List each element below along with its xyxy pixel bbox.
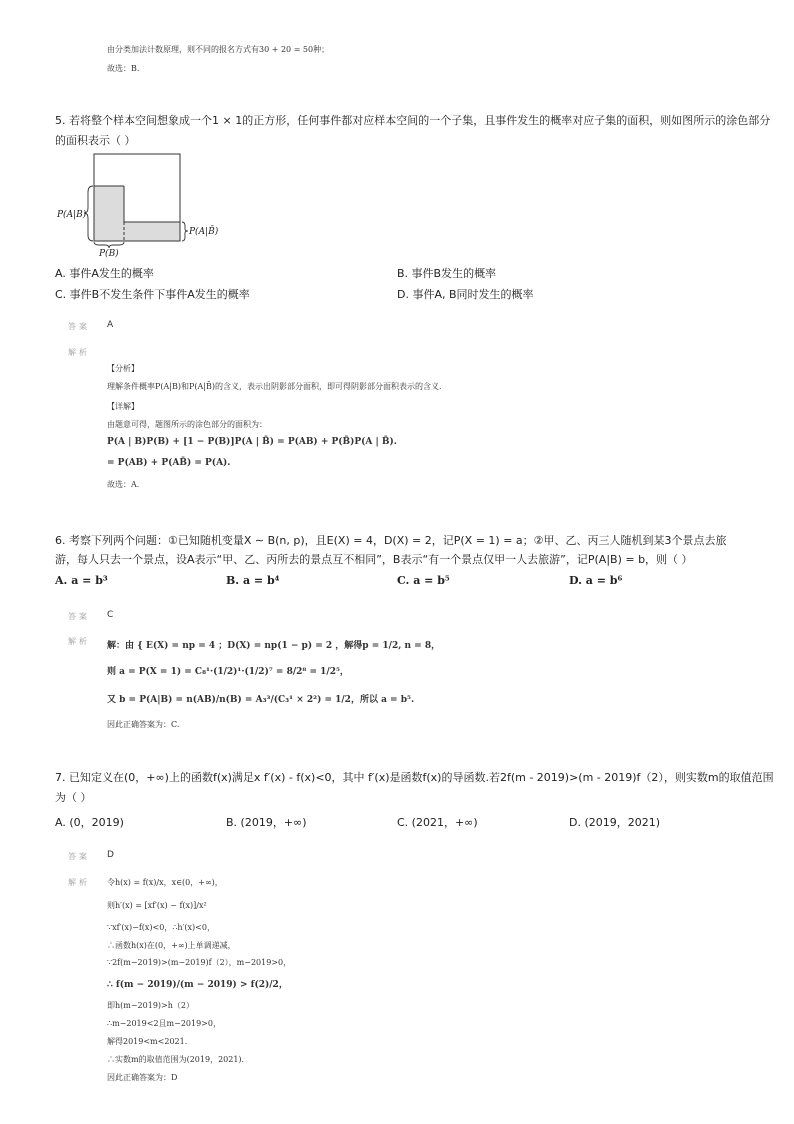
q6-option-c[interactable]: C. a = b⁵ — [397, 574, 450, 587]
q7-sol-line: ∴函数h(x)在(0，+∞)上单调递减， — [107, 941, 236, 950]
q6-stem-line1: 6. 考察下列两个问题：①已知随机变量X ∼ B(n, p)，且E(X) = 4，D(X) = 2，记P(X = 1) = a；②甲、乙、丙三人随机到某3个景点去旅 — [55, 534, 727, 547]
q7-option-b[interactable]: B. (2019，+∞) — [226, 816, 307, 829]
q7-sol-line: 解得2019<m<2021. — [107, 1037, 188, 1046]
q7-sol-line: 则h′(x) = [xf′(x) − f(x)]/x² — [107, 901, 207, 910]
q6-sol-line: 解：由 { E(X) = np = 4 ；D(X) = np(1 − p) = 2 ，解得p = 1/2, n = 8， — [107, 641, 441, 651]
q7-option-d[interactable]: D. (2019，2021) — [569, 816, 661, 829]
q7-sol-line: ∵xf′(x)−f(x)<0，∴h′(x)<0， — [107, 923, 215, 932]
q5-sol-equation: P(A | B)P(B) + [1 − P(B)]P(A | B̄) = P(AB) + P(B̄)P(A | B̄). — [107, 437, 397, 447]
label-p-a-given-b: P(A|B) — [57, 210, 87, 220]
q6-option-d[interactable]: D. a = b⁶ — [569, 574, 623, 587]
q7-sol-conclusion: 因此正确答案为：D — [107, 1073, 178, 1082]
q5-area-figure — [55, 150, 230, 260]
q5-sol-line: 【详解】 — [107, 402, 139, 411]
q6-sol-line: 则 a = P(X = 1) = C₈¹·(1/2)¹·(1/2)⁷ = 8/2⁸ = 1/2⁵， — [107, 667, 349, 677]
q5-stem-line1: 5. 若将整个样本空间想象成一个1 × 1的正方形，任何事件都对应样本空间的一个子集，且事件发生的概率对应子集的面积，则如图所示的涂色部分 — [55, 114, 771, 127]
q7-analysis-tag: 解析 — [68, 878, 90, 887]
q5-sol-line: 理解条件概率P(A|B)和P(A|B̄)的含义，表示出阴影部分面积，即可得阴影部分面积表示的含义. — [107, 382, 442, 391]
q5-sol-conclusion: 故选：A. — [107, 480, 140, 489]
q6-sol-conclusion: 因此正确答案为：C. — [107, 720, 180, 729]
bottom-brace — [94, 242, 124, 248]
q5-answer-tag: 答案 — [68, 322, 90, 331]
q7-option-c[interactable]: C. (2021，+∞) — [397, 816, 478, 829]
q5-option-b[interactable]: B. 事件B发生的概率 — [397, 267, 497, 280]
q5-option-c[interactable]: C. 事件B不发生条件下事件A发生的概率 — [55, 288, 250, 301]
prev-solution-line: 由分类加法计数原理，则不同的报名方式有30 + 20 = 50种； — [107, 45, 330, 54]
q5-sol-line: 由题意可得，题图所示的涂色部分的面积为： — [107, 420, 267, 429]
q5-analysis-tag: 解析 — [68, 348, 90, 357]
q6-answer: C — [107, 610, 114, 620]
q5-stem-line2: 的面积表示（ ） — [55, 134, 136, 147]
prev-solution-conclusion: 故选：B. — [107, 64, 140, 73]
q7-answer-tag: 答案 — [68, 852, 90, 861]
q7-sol-line: ∵2f(m−2019)>(m−2019)f（2），m−2019>0， — [107, 958, 292, 967]
q6-option-b[interactable]: B. a = b⁴ — [226, 574, 280, 587]
q7-sol-line: ∴m−2019<2且m−2019>0， — [107, 1019, 221, 1028]
label-p-b: P(B) — [99, 249, 119, 259]
q5-option-a[interactable]: A. 事件A发生的概率 — [55, 267, 154, 280]
q7-stem-line2: 为（ ） — [55, 791, 92, 804]
q7-stem-line1: 7. 已知定义在(0，+∞)上的函数f(x)满足x f′(x) - f(x)<0，其中 f′(x)是函数f(x)的导函数.若2f(m - 2019)>(m - 2019)f（2），则实数m的取值范围 — [55, 771, 774, 784]
q6-option-a[interactable]: A. a = b³ — [55, 574, 108, 587]
q5-sol-equation: = P(AB) + P(AB̄) = P(A). — [107, 458, 231, 468]
q5-sol-line: 【分析】 — [107, 364, 139, 373]
q6-stem-line2: 游，每人只去一个景点，设A表示“甲、乙、丙所去的景点互不相同”，B表示“有一个景点仅甲一人去旅游”，记P(A|B) = b，则（ ） — [55, 553, 693, 566]
q7-sol-line: ∴ f(m − 2019)/(m − 2019) > f(2)/2， — [107, 980, 288, 990]
q7-answer: D — [107, 850, 114, 860]
q7-sol-line: 即h(m−2019)>h（2） — [107, 1001, 194, 1010]
shaded-region-b — [94, 186, 124, 241]
q6-sol-line: 又 b = P(A|B) = n(AB)/n(B) = A₃³/(C₃¹ × 2²) = 1/2，所以 a = b⁵. — [107, 695, 415, 705]
q5-option-d[interactable]: D. 事件A, B同时发生的概率 — [397, 288, 534, 301]
right-brace — [182, 222, 188, 241]
q5-answer: A — [107, 320, 114, 330]
q7-sol-line: ∴实数m的取值范围为(2019，2021). — [107, 1055, 245, 1064]
q7-sol-line: 令h(x) = f(x)/x，x∈(0，+∞)， — [107, 878, 223, 887]
label-p-a-given-not-b: P(A|B̄) — [189, 227, 219, 237]
q6-answer-tag: 答案 — [68, 612, 90, 621]
shaded-region-bbar — [124, 222, 180, 241]
q6-analysis-tag: 解析 — [68, 637, 90, 646]
q7-option-a[interactable]: A. (0，2019) — [55, 816, 124, 829]
